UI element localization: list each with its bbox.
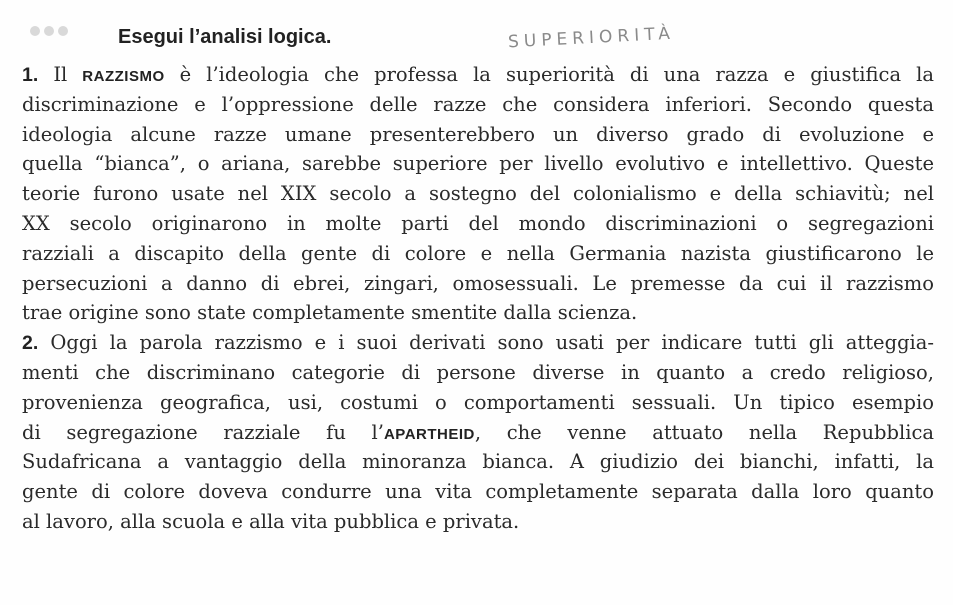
text-line: discriminazione e l’oppressione delle razze che considera inferiori. Secondo questa [22, 92, 934, 116]
text-line: trae origine sono state completamente smentite dalla scienza. [22, 301, 638, 325]
key-term: RAZZISMO [82, 68, 165, 85]
text-line: teorie furono usate nel XIX secolo a sostegno del colonialismo e della schiavitù; nel [22, 182, 934, 206]
dot [58, 26, 68, 36]
key-term: APARTHEID [383, 425, 475, 443]
text-line [22, 328, 934, 358]
text-line: ideologia alcune razze umane presenterebbero un diverso grado di evoluzione e [22, 122, 934, 146]
line-post: , che venne attuato nella Repubblica [474, 420, 934, 444]
text-line: razziali a discapito della gente di colore e nella Germania nazista giustificarono le [22, 241, 934, 265]
text-line: persecuzioni a danno di ebrei, zingari, omosessuali. Le premesse da cui il razzismo [22, 271, 934, 295]
text-line: menti che discriminano categorie di persone diverse in quanto a credo religioso, [22, 360, 934, 384]
text-line: al lavoro, alla scuola e alla vita pubblica e privata. [22, 509, 520, 533]
text-line: provenienza geografica, usi, costumi o comportamenti sessuali. Un tipico esempio [22, 390, 934, 414]
text-line: Sudafricana a vantaggio della minoranza bianca. A giudizio dei bianchi, infatti, la [22, 450, 934, 474]
paragraph-number: 1. [22, 64, 39, 86]
exercise-heading: Esegui l’analisi logica. [118, 26, 332, 48]
dot [44, 26, 54, 36]
text-line [22, 60, 934, 90]
dot [30, 26, 40, 36]
line-post: è l’ideologia che professa la superiorità di una razza e giustifica la [164, 63, 935, 86]
text-line [22, 418, 934, 448]
text-line: quella “bianca”, o ariana, sarebbe superiore per livello evolutivo e intellettivo. Queste [22, 152, 934, 176]
line-text: Oggi la parola razzismo e i suoi derivati sono usati per indicare tutti gli atteggia- [50, 331, 935, 355]
handwritten-note: SUPERIORITÀ [507, 23, 676, 53]
decorative-dots [30, 26, 68, 36]
line-pre: Il [53, 63, 83, 86]
exercise-text [22, 60, 934, 537]
text-line: XX secolo originarono in molte parti del mondo discriminazioni o segregazioni [22, 211, 934, 235]
text-line: gente di colore doveva condurre una vita completamente separata dalla loro quanto [22, 480, 934, 504]
line-pre: di segregazione razziale fu l’ [22, 420, 384, 444]
paragraph-number: 2. [22, 332, 39, 355]
